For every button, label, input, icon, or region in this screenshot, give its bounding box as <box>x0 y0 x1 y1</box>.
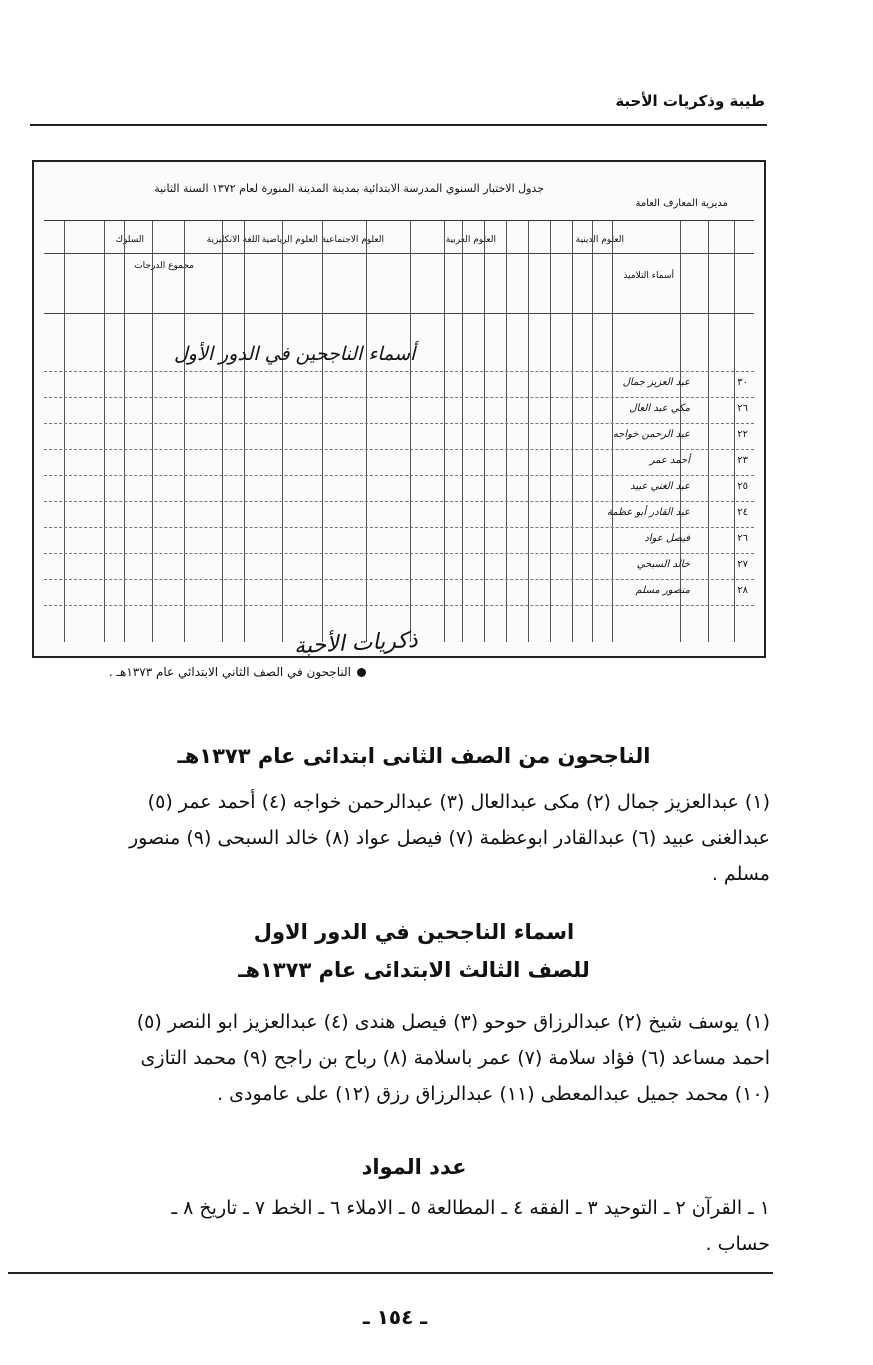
paragraph-line: (١) يوسف شيخ (٢) عبدالرزاق حوحو (٣) فيصل هندى (٤) عبدالعزيز ابو النصر (٥) <box>136 1011 770 1033</box>
student-number: ٢٧ <box>737 559 748 570</box>
student-name: خالد السبحي <box>636 559 690 570</box>
student-name: عبد العزيز جمال <box>622 377 690 388</box>
paragraph-line: احمد مساعد (٦) فؤاد سلامة (٧) عمر باسلامة (٨) رباح بن راجح (٩) محمد التازى <box>140 1047 770 1069</box>
col-head-math: العلوم الرياضية <box>261 235 318 245</box>
student-name: مكي عبد العال <box>629 403 690 414</box>
student-number: ٣٠ <box>737 377 748 388</box>
stamp-watermark: ذكريات الأحبة <box>293 627 419 660</box>
student-number: ٢٦ <box>737 403 748 414</box>
student-name: عبد الغني عبيد <box>630 481 690 492</box>
col-head-total: مجموع الدرجات <box>134 261 194 271</box>
figure-caption <box>36 665 366 679</box>
col-head-social: العلوم الاجتماعية <box>321 235 384 245</box>
third-grade-paragraph <box>30 1004 770 1112</box>
student-row <box>44 399 754 425</box>
col-head-names: أسماء التلاميذ <box>623 271 674 281</box>
student-row <box>44 477 754 503</box>
figure-title: جدول الاختبار السنوي المدرسة الابتدائية بمدينة المدينة المنورة لعام ١٣٧٢ السنة الثانية <box>154 182 544 195</box>
running-header: طيبة وذكريات الأحبة <box>615 92 765 110</box>
student-row <box>44 581 754 607</box>
header-rule <box>30 124 767 126</box>
student-number: ٢٢ <box>737 429 748 440</box>
student-row <box>44 529 754 555</box>
header-bottom-line <box>44 313 754 314</box>
section-heading-subjects: عدد المواد <box>361 1155 467 1179</box>
bullet-icon <box>357 668 366 677</box>
page-number: ـ ١٥٤ ـ <box>362 1305 428 1329</box>
paragraph-line: عبدالغنى عبيد (٦) عبدالقادر ابوعظمة (٧) فيصل عواد (٨) خالد السبحى (٩) منصور <box>128 827 770 849</box>
paragraph-line: حساب . <box>705 1233 770 1255</box>
row-line <box>44 371 754 372</box>
subheader-line <box>44 253 754 254</box>
paragraph-line: ١ ـ القرآن ٢ ـ التوحيد ٣ ـ الفقه ٤ ـ المطالعة ٥ ـ الاملاء ٦ ـ الخط ٧ ـ تاريخ ٨ ـ <box>171 1197 770 1219</box>
student-number: ٢٤ <box>737 507 748 518</box>
student-number: ٢٥ <box>737 481 748 492</box>
student-number: ٢٦ <box>737 533 748 544</box>
col-head-religious: العلوم الدينية <box>575 235 624 245</box>
scanned-table-figure <box>32 160 766 658</box>
footer-rule <box>8 1272 773 1274</box>
section-heading-second-grade: الناجحون من الصف الثانى ابتدائى عام ١٣٧٣هـ <box>177 744 651 768</box>
section-heading-third-grade: للصف الثالث الابتدائى عام ١٣٧٣هـ <box>238 958 590 982</box>
student-name: فيصل عواد <box>644 533 690 544</box>
col-head-conduct: السلوك <box>115 235 144 245</box>
section-heading-first-round: اسماء الناجحين في الدور الاول <box>253 920 575 944</box>
student-row <box>44 503 754 529</box>
col-head-arabic: العلوم العربية <box>445 235 496 245</box>
subjects-paragraph <box>30 1190 770 1262</box>
student-name: عبد الرحمن خواجه <box>612 429 690 440</box>
paragraph-line: مسلم . <box>711 863 770 885</box>
caption-text: الناجحون في الصف الثاني الابتدائي عام ١٣٧٣هـ . <box>108 665 351 679</box>
student-name: عبد القادر أبو عظمة <box>606 507 690 518</box>
student-number: ٢٨ <box>737 585 748 596</box>
grades-table <box>44 220 754 660</box>
second-grade-paragraph <box>30 784 770 892</box>
figure-school-label: مديرية المعارف العامة <box>635 198 728 209</box>
student-name: أحمد عمر <box>649 455 690 466</box>
student-row <box>44 373 754 399</box>
student-row <box>44 555 754 581</box>
handwritten-title: أسماء الناجحين في الدور الأول <box>174 343 416 365</box>
student-number: ٢٣ <box>737 455 748 466</box>
table-grid <box>44 221 754 660</box>
col-head-english: اللغة الانكليزية <box>206 235 260 245</box>
student-row <box>44 425 754 451</box>
paragraph-line: (١) عبدالعزيز جمال (٢) مكى عبدالعال (٣) عبدالرحمن خواجه (٤) أحمد عمر (٥) <box>147 791 770 813</box>
paragraph-line: (١٠) محمد جميل عبدالمعطى (١١) عبدالرزاق رزق (١٢) على عامودى . <box>217 1083 770 1105</box>
student-row <box>44 451 754 477</box>
student-name: منصور مسلم <box>635 585 690 596</box>
